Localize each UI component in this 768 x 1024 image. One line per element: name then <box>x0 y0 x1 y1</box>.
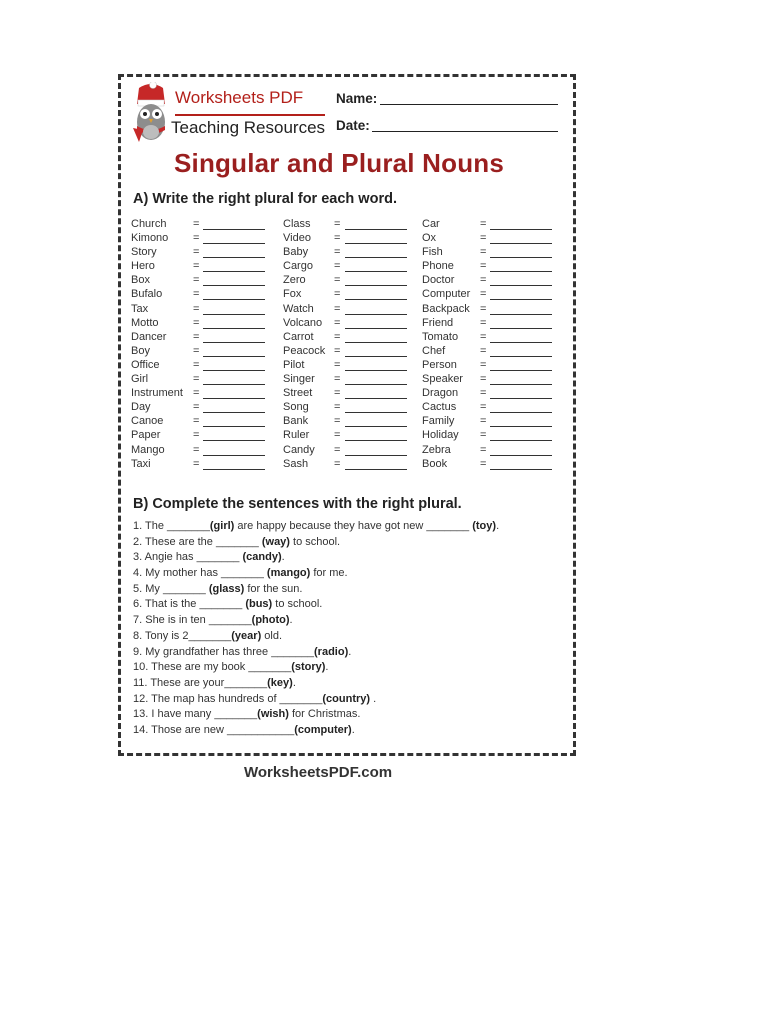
sentence-text: 4. My mother has _______ <box>133 567 267 580</box>
sentence-text: for Christmas. <box>288 708 361 721</box>
noun-hint: (girl) <box>209 520 235 532</box>
answer-blank[interactable] <box>203 469 265 470</box>
equals-sign: = <box>193 302 200 315</box>
answer-blank[interactable] <box>203 426 265 427</box>
sentence-item <box>133 520 499 536</box>
answer-blank[interactable] <box>345 356 407 357</box>
noun-hint: (photo) <box>251 614 290 627</box>
answer-blank[interactable] <box>490 412 552 413</box>
answer-blank[interactable] <box>345 299 407 300</box>
equals-sign: = <box>193 373 200 386</box>
date-label: Date: <box>336 118 370 133</box>
equals-sign: = <box>334 387 341 400</box>
answer-blank[interactable] <box>345 342 407 343</box>
equals-sign: = <box>480 218 487 230</box>
equals-sign: = <box>334 218 341 230</box>
equals-sign: = <box>480 457 487 470</box>
sentence-text: . <box>325 661 329 674</box>
equals-sign: = <box>193 457 200 470</box>
sentence-text: 12. The map has hundreds of _______ <box>133 692 323 705</box>
equals-sign: = <box>480 302 487 315</box>
equals-sign: = <box>334 401 341 414</box>
equals-sign: = <box>480 344 487 357</box>
brand-name: Worksheets PDF <box>175 88 304 107</box>
equals-sign: = <box>480 274 487 287</box>
equals-sign: = <box>480 387 487 400</box>
answer-blank[interactable] <box>345 257 407 258</box>
sentence-text: 11. These are your_______ <box>133 676 268 689</box>
word-label: Fox <box>283 288 302 301</box>
word-label: Car <box>422 218 440 230</box>
sentence-text: . <box>348 645 352 658</box>
noun-hint: (mango) <box>266 567 311 580</box>
answer-blank[interactable] <box>345 440 407 441</box>
sentence-text: 7. She is in ten _______ <box>133 614 252 627</box>
word-label: Paper <box>131 429 161 442</box>
answer-blank[interactable] <box>490 257 552 258</box>
word-label: Song <box>283 401 309 414</box>
equals-sign: = <box>193 246 200 259</box>
equals-sign: = <box>193 358 200 371</box>
answer-blank[interactable] <box>345 370 407 371</box>
word-label: Bank <box>283 415 309 428</box>
answer-blank[interactable] <box>490 356 552 357</box>
equals-sign: = <box>193 443 200 456</box>
equals-sign: = <box>334 429 341 442</box>
noun-hint: (country) <box>322 692 371 705</box>
noun-hint: (radio) <box>314 645 349 658</box>
answer-blank[interactable] <box>203 285 265 286</box>
noun-hint: (computer) <box>294 723 352 736</box>
word-label: Mango <box>131 443 165 456</box>
answer-blank[interactable] <box>203 229 265 230</box>
sentence-item <box>133 598 499 614</box>
sentence-item <box>133 708 499 724</box>
sentence-text: 9. My grandfather has three _______ <box>133 645 315 658</box>
sentence-text: 14. Those are new ___________ <box>133 723 295 736</box>
sentence-text: . <box>370 692 377 705</box>
answer-blank[interactable] <box>345 469 407 470</box>
sentence-text: . <box>496 520 500 532</box>
noun-hint: (key) <box>267 676 293 689</box>
equals-sign: = <box>334 232 341 245</box>
sentence-text: 1. The _______ <box>133 520 210 532</box>
date-line[interactable] <box>372 131 558 132</box>
word-label: Chef <box>422 344 446 357</box>
answer-blank[interactable] <box>490 285 552 286</box>
answer-blank[interactable] <box>490 314 552 315</box>
equals-sign: = <box>480 288 487 301</box>
answer-blank[interactable] <box>345 285 407 286</box>
answer-blank[interactable] <box>203 412 265 413</box>
answer-blank[interactable] <box>345 229 407 230</box>
answer-blank[interactable] <box>203 384 265 385</box>
answer-blank[interactable] <box>345 328 407 329</box>
brand-tagline: Teaching Resources <box>171 118 326 137</box>
word-label: Kimono <box>131 232 169 245</box>
word-label: Person <box>422 358 457 371</box>
answer-blank[interactable] <box>203 243 265 244</box>
sentence-item <box>133 661 499 677</box>
sentence-text: 13. I have many _______ <box>133 708 258 721</box>
word-label: Phone <box>422 260 454 273</box>
word-label: Girl <box>131 373 149 386</box>
sentence-text: for the sun. <box>244 582 303 595</box>
word-label: Class <box>283 218 311 230</box>
word-label: Box <box>131 274 150 287</box>
word-label: Watch <box>283 302 314 315</box>
word-label: Holiday <box>422 429 459 442</box>
word-label: Dragon <box>422 387 459 400</box>
sentence-text: 3. Angie has _______ <box>133 551 243 564</box>
sentence-item <box>133 646 499 662</box>
noun-hint: (bus) <box>245 598 273 611</box>
equals-sign: = <box>193 330 200 343</box>
brand-logo <box>129 82 329 148</box>
answer-blank[interactable] <box>203 455 265 456</box>
word-label: Video <box>283 232 311 245</box>
section-a-heading: A) Write the right plural for each word. <box>133 191 397 207</box>
noun-hint: (way) <box>261 535 290 548</box>
answer-blank[interactable] <box>203 299 265 300</box>
sentence-text: 2. These are the _______ <box>133 535 262 548</box>
equals-sign: = <box>193 232 200 245</box>
answer-blank[interactable] <box>203 328 265 329</box>
word-label: Peacock <box>283 344 326 357</box>
word-label: Fish <box>422 246 443 259</box>
sentence-text: . <box>289 614 293 627</box>
equals-sign: = <box>193 401 200 414</box>
word-label: Bufalo <box>131 288 163 301</box>
answer-blank[interactable] <box>490 271 552 272</box>
word-label: Dancer <box>131 330 167 343</box>
sentence-text: old. <box>261 629 283 642</box>
equals-sign: = <box>334 443 341 456</box>
answer-blank[interactable] <box>345 412 407 413</box>
word-label: Singer <box>283 373 315 386</box>
equals-sign: = <box>334 457 341 470</box>
page-title: Singular and Plural Nouns <box>174 148 505 178</box>
word-label: Backpack <box>422 302 470 315</box>
equals-sign: = <box>480 316 487 329</box>
equals-sign: = <box>480 429 487 442</box>
sentence-item <box>133 551 499 567</box>
noun-hint: (candy) <box>242 551 282 564</box>
sentence-item <box>133 724 499 740</box>
answer-blank[interactable] <box>203 398 265 399</box>
word-label: Taxi <box>131 457 151 470</box>
equals-sign: = <box>334 415 341 428</box>
footer-site: WorksheetsPDF.com <box>244 764 393 781</box>
word-label: Ruler <box>283 429 310 442</box>
equals-sign: = <box>480 358 487 371</box>
equals-sign: = <box>334 358 341 371</box>
sentence-item <box>133 693 499 709</box>
word-label: Doctor <box>422 274 455 287</box>
word-label: Book <box>422 457 448 470</box>
answer-blank[interactable] <box>490 426 552 427</box>
word-label: Friend <box>422 316 454 329</box>
equals-sign: = <box>193 415 200 428</box>
equals-sign: = <box>334 288 341 301</box>
answer-blank[interactable] <box>203 370 265 371</box>
sentence-text: 8. Tony is 2_______ <box>133 629 232 642</box>
equals-sign: = <box>193 288 200 301</box>
answer-blank[interactable] <box>345 243 407 244</box>
equals-sign: = <box>334 274 341 287</box>
word-label: Zebra <box>422 443 451 456</box>
answer-blank[interactable] <box>345 384 407 385</box>
sentence-text: to school. <box>272 598 323 611</box>
equals-sign: = <box>480 373 487 386</box>
sentence-item <box>133 630 499 646</box>
word-label: Office <box>131 358 160 371</box>
word-label: Street <box>283 387 313 400</box>
equals-sign: = <box>334 316 341 329</box>
word-label: Volcano <box>283 316 323 329</box>
sentence-text: . <box>351 723 355 736</box>
word-label: Hero <box>131 260 155 273</box>
answer-blank[interactable] <box>490 370 552 371</box>
word-label: Candy <box>283 443 315 456</box>
answer-blank[interactable] <box>490 328 552 329</box>
equals-sign: = <box>193 387 200 400</box>
word-label: Computer <box>422 288 471 301</box>
equals-sign: = <box>334 373 341 386</box>
word-label: Cactus <box>422 401 457 414</box>
answer-blank[interactable] <box>490 384 552 385</box>
word-label: Instrument <box>131 387 183 400</box>
equals-sign: = <box>334 260 341 273</box>
equals-sign: = <box>480 401 487 414</box>
noun-hint: (year) <box>231 629 262 642</box>
answer-blank[interactable] <box>490 455 552 456</box>
word-label: Zero <box>283 274 306 287</box>
equals-sign: = <box>480 415 487 428</box>
sentence-text: 10. These are my book _______ <box>133 661 292 674</box>
equals-sign: = <box>334 246 341 259</box>
equals-sign: = <box>480 246 487 259</box>
sentence-text: 6. That is the _______ <box>133 598 246 611</box>
equals-sign: = <box>480 330 487 343</box>
sentence-item <box>133 677 499 693</box>
equals-sign: = <box>334 330 341 343</box>
equals-sign: = <box>193 344 200 357</box>
equals-sign: = <box>480 260 487 273</box>
answer-blank[interactable] <box>490 243 552 244</box>
word-label: Speaker <box>422 373 463 386</box>
equals-sign: = <box>193 316 200 329</box>
answer-blank[interactable] <box>490 299 552 300</box>
section-b-heading: B) Complete the sentences with the right plural. <box>133 496 462 512</box>
noun-hint: (wish) <box>257 708 289 721</box>
equals-sign: = <box>334 344 341 357</box>
word-label: Carrot <box>283 330 314 343</box>
sentence-item <box>133 614 499 630</box>
brand-divider <box>175 114 325 116</box>
answer-blank[interactable] <box>203 342 265 343</box>
sentence-text: 5. My _______ <box>133 582 209 595</box>
sentence-text: to school. <box>289 535 341 548</box>
answer-blank[interactable] <box>490 342 552 343</box>
answer-blank[interactable] <box>490 440 552 441</box>
noun-hint: (glass) <box>208 582 245 595</box>
name-label: Name: <box>336 91 378 106</box>
answer-blank[interactable] <box>490 229 552 230</box>
noun-hint: (toy) <box>472 520 497 532</box>
answer-blank[interactable] <box>345 314 407 315</box>
equals-sign: = <box>193 218 200 230</box>
answer-blank[interactable] <box>490 398 552 399</box>
equals-sign: = <box>480 232 487 245</box>
equals-sign: = <box>193 274 200 287</box>
sentence-item <box>133 567 499 583</box>
answer-blank[interactable] <box>203 271 265 272</box>
answer-blank[interactable] <box>490 469 552 470</box>
answer-blank[interactable] <box>203 440 265 441</box>
sentence-item <box>133 583 499 599</box>
word-label: Boy <box>131 344 150 357</box>
equals-sign: = <box>193 429 200 442</box>
word-label: Sash <box>283 457 309 470</box>
noun-hint: (story) <box>291 661 326 674</box>
answer-blank[interactable] <box>345 271 407 272</box>
answer-blank[interactable] <box>203 356 265 357</box>
word-label: Ox <box>422 232 437 245</box>
word-label: Cargo <box>283 260 313 273</box>
sentence-item <box>133 536 499 552</box>
answer-blank[interactable] <box>345 426 407 427</box>
answer-blank[interactable] <box>203 257 265 258</box>
word-label: Motto <box>131 316 159 329</box>
equals-sign: = <box>193 260 200 273</box>
sentence-text: for me. <box>310 567 348 580</box>
owl-mascot-icon <box>129 82 173 148</box>
word-label: Canoe <box>131 415 164 428</box>
word-label: Day <box>131 401 151 414</box>
word-label: Baby <box>283 246 309 259</box>
answer-blank[interactable] <box>345 398 407 399</box>
word-label: Pilot <box>283 358 305 371</box>
equals-sign: = <box>480 443 487 456</box>
sentence-list <box>133 520 499 740</box>
sentence-text: are happy because they have got new _______ <box>234 520 473 532</box>
sentence-text: . <box>281 551 285 564</box>
sentence-text: . <box>292 676 296 689</box>
name-line[interactable] <box>380 104 558 105</box>
word-label: Church <box>131 218 167 230</box>
equals-sign: = <box>334 302 341 315</box>
word-label: Tax <box>131 302 149 315</box>
answer-blank[interactable] <box>345 455 407 456</box>
word-label: Family <box>422 415 455 428</box>
word-label: Tomato <box>422 330 459 343</box>
answer-blank[interactable] <box>203 314 265 315</box>
word-label: Story <box>131 246 157 259</box>
